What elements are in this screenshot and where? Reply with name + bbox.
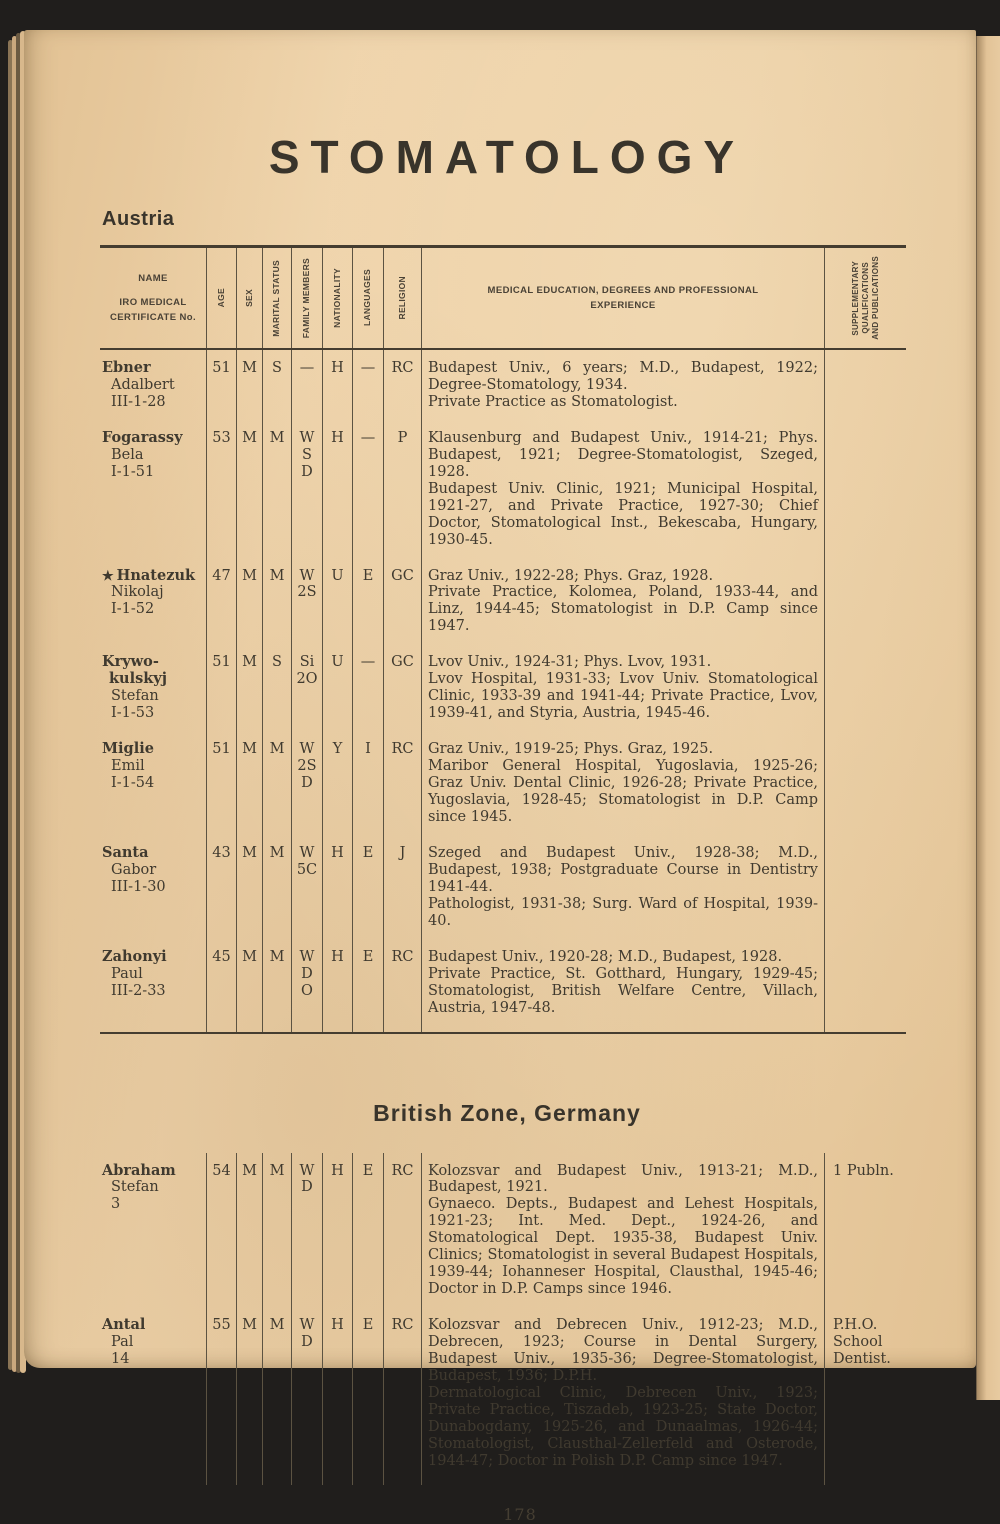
family-member-line: W [299, 567, 315, 584]
family-member-line: W [299, 429, 315, 446]
supplementary-line: School [833, 1334, 883, 1351]
entry-detail: III-2-33 [111, 982, 166, 999]
entry-name [100, 426, 206, 564]
supplementary-line: Dentist. [833, 1351, 891, 1368]
column-header-label: RELIGION [396, 276, 407, 320]
entry-family-members [291, 650, 322, 737]
entry-detail: III-1-28 [111, 393, 166, 410]
education-paragraph: Lvov Univ., 1924-31; Phys. Lvov, 1931. [428, 654, 712, 671]
entry-nationality: H [322, 1153, 352, 1314]
entry-education [421, 945, 824, 1032]
education-paragraph: Dermatological Clinic, Debrecen Univ., 1923; Private Practice, Tiszadeb, 1923-25; State Doctor, Dunabogdany, 1925-26, and Dunaalmas, 1926-44; Stomatologist, Clausthal-Zellerfeld and Osterode, 1944-47; Doctor in Polish D.P. Camp since 1947. [428, 1384, 818, 1469]
supplementary-line: 1 Publn. [833, 1162, 894, 1179]
entry-languages: I [352, 737, 383, 841]
entry-sex: M [236, 737, 262, 841]
column-header-5 [322, 248, 352, 348]
entry-surname: kulskyj [109, 670, 167, 688]
family-member-line: 2S [297, 758, 317, 775]
education-paragraph: Pathologist, 1931-38; Surg. Ward of Hospital, 1939-40. [428, 895, 818, 929]
entry-surname: Krywo- [102, 653, 159, 671]
entry-marital-status: M [262, 564, 291, 651]
entry-detail: Stefan [111, 1179, 159, 1196]
column-header-8 [421, 248, 824, 348]
entry-nationality: H [322, 841, 352, 945]
rotated-header-text [363, 248, 373, 348]
supplementary-line: P.H.O. [833, 1317, 878, 1334]
entry-marital-status: M [262, 1153, 291, 1314]
entry-religion: RC [383, 945, 421, 1032]
entry-marital-status: M [262, 945, 291, 1032]
british-zone-table [100, 1153, 906, 1485]
entry-name [100, 1313, 206, 1485]
family-member-line: D [301, 1179, 313, 1196]
education-paragraph: Budapest Univ., 1920-28; M.D., Budapest, 1928. [428, 948, 783, 965]
entry-surname: Fogarassy [102, 428, 183, 446]
section-heading-austria: Austria [102, 208, 175, 230]
column-header-label: NAME [138, 272, 168, 284]
table-row [100, 650, 906, 737]
entry-education [421, 1153, 824, 1314]
entry-name [100, 1153, 206, 1314]
entry-detail: I-1-52 [111, 601, 155, 618]
column-header-label: CERTIFICATE No. [109, 312, 197, 324]
family-member-line: W [299, 1317, 315, 1334]
star-icon: ★ [102, 568, 114, 584]
entry-religion: RC [383, 1153, 421, 1314]
entry-sex: M [236, 350, 262, 426]
education-paragraph: Klausenburg and Budapest Univ., 1914-21; Phys. Budapest, 1921; Degree-Stomatologist, Szeged, 1928. [428, 429, 818, 480]
entry-detail: I-1-51 [111, 463, 155, 480]
entry-languages: — [352, 350, 383, 426]
entry-languages: E [352, 564, 383, 651]
education-paragraph: Graz Univ., 1922-28; Phys. Graz, 1928. [428, 567, 714, 584]
rotated-header-text [302, 248, 312, 348]
entry-detail: Adalbert [111, 376, 175, 393]
family-member-line: Si [299, 654, 315, 671]
table-row [100, 841, 906, 945]
entry-supplementary [824, 737, 906, 841]
column-header-label: LANGUAGES [362, 269, 373, 327]
entry-surname: Zahonyi [102, 947, 167, 965]
table-row [100, 564, 906, 651]
entry-languages: E [352, 1153, 383, 1314]
next-page-edge [976, 36, 1000, 1400]
rotated-header-text [333, 248, 343, 348]
table-row [100, 1313, 906, 1485]
entry-languages: — [352, 650, 383, 737]
entry-education [421, 841, 824, 945]
family-member-line: D [301, 1334, 313, 1351]
table-row [100, 426, 906, 564]
entry-supplementary [824, 650, 906, 737]
table-row [100, 945, 906, 1032]
column-header-label: AGE [215, 288, 226, 308]
entry-detail: Gabor [111, 861, 157, 878]
entry-name [100, 945, 206, 1032]
entry-sex: M [236, 426, 262, 564]
page-title: STOMATOLOGY [268, 131, 746, 183]
entry-age: 43 [206, 841, 236, 945]
column-header-6 [352, 248, 383, 348]
family-member-line: 2S [297, 584, 317, 601]
entry-languages: E [352, 945, 383, 1032]
entry-family-members [291, 564, 322, 651]
family-member-line: W [299, 1162, 315, 1179]
education-paragraph: Budapest Univ., 6 years; M.D., Budapest, 1922; Degree-Stomatology, 1934. [428, 360, 818, 393]
entry-detail: 3 [111, 1196, 121, 1213]
education-paragraph: Maribor General Hospital, Yugoslavia, 1925-26; Graz Univ. Dental Clinic, 1926-28; Private Practice, Yugoslavia, 1928-45; Stomatologist in D.P. Camp since 1945. [428, 758, 818, 825]
entry-marital-status: M [262, 737, 291, 841]
column-header-0 [100, 248, 206, 348]
entry-nationality: U [322, 650, 352, 737]
entry-detail: Stefan [111, 688, 159, 705]
austria-table-body [100, 350, 906, 1034]
entry-education [421, 564, 824, 651]
entry-nationality: H [322, 350, 352, 426]
entry-marital-status: M [262, 841, 291, 945]
entry-family-members [291, 945, 322, 1032]
entry-sex: M [236, 1313, 262, 1485]
entry-supplementary [824, 350, 906, 426]
entry-surname: Abraham [102, 1161, 176, 1179]
entry-detail: III-1-30 [111, 878, 166, 895]
education-paragraph: Private Practice, St. Gotthard, Hungary, 1929-45; Stomatologist, British Welfare Centre, Villach, Austria, 1947-48. [428, 965, 818, 1016]
entry-education [421, 426, 824, 564]
entry-age: 47 [206, 564, 236, 651]
entry-surname: Ebner [102, 359, 151, 376]
entry-religion: RC [383, 737, 421, 841]
entry-sex: M [236, 1153, 262, 1314]
family-member-line: D [301, 463, 313, 480]
column-header-2 [236, 248, 262, 348]
entry-supplementary [824, 945, 906, 1032]
entry-marital-status: S [262, 350, 291, 426]
entry-education [421, 1313, 824, 1485]
family-member-line: — [299, 360, 315, 376]
entry-religion: RC [383, 1313, 421, 1485]
entry-surname: Santa [102, 843, 149, 861]
table-row [100, 1153, 906, 1314]
rotated-header-text [398, 248, 408, 348]
table-row [100, 350, 906, 426]
entry-religion: RC [383, 350, 421, 426]
entry-age: 54 [206, 1153, 236, 1314]
entry-nationality: U [322, 564, 352, 651]
education-paragraph: Gynaeco. Depts., Budapest and Lehest Hospitals, 1921-23; Int. Med. Dept., 1924-26, and Stomatological Dept. 1935-38, Budapest Univ. Clinics; Stomatologist in several Budapest Hospitals, 1939-44; Iohanneser Hospital, Clausthal, 1945-46; Doctor in D.P. Camps since 1946. [428, 1196, 818, 1298]
entry-nationality: H [322, 945, 352, 1032]
family-member-line: W [299, 948, 315, 965]
entry-supplementary [824, 426, 906, 564]
section-heading-british-zone: British Zone, Germany [373, 1099, 641, 1126]
entry-name [100, 564, 206, 651]
entry-religion: GC [383, 564, 421, 651]
entry-languages: E [352, 1313, 383, 1485]
entry-age: 53 [206, 426, 236, 564]
column-header-1 [206, 248, 236, 348]
column-header-label: MEDICAL EDUCATION, DEGREES AND PROFESSIONAL EXPERIENCE [487, 284, 759, 311]
column-header-label: AND PUBLICATIONS [871, 256, 881, 340]
entry-family-members [291, 737, 322, 841]
entry-age: 51 [206, 737, 236, 841]
entry-family-members [291, 1153, 322, 1314]
entry-languages: E [352, 841, 383, 945]
entry-nationality: H [322, 426, 352, 564]
family-member-line: O [301, 982, 313, 999]
entry-religion: P [383, 426, 421, 564]
entry-supplementary [824, 564, 906, 651]
column-header-label: SEX [243, 289, 254, 307]
entry-detail: Emil [111, 758, 145, 775]
entry-name [100, 350, 206, 426]
book-page [24, 30, 976, 1524]
education-paragraph: Graz Univ., 1919-25; Phys. Graz, 1925. [428, 741, 714, 758]
rotated-header-text [217, 248, 227, 348]
austria-table [100, 245, 906, 1034]
entry-name [100, 650, 206, 737]
entry-name [100, 841, 206, 945]
entry-surname: Antal [102, 1316, 146, 1334]
family-member-line: W [299, 741, 315, 758]
entry-sex: M [236, 945, 262, 1032]
column-header-label: IRO MEDICAL [119, 296, 187, 308]
education-paragraph: Lvov Hospital, 1931-33; Lvov Univ. Stomatological Clinic, 1933-39 and 1941-44; Private Practice, Lvov, 1939-41, and Styria, Austria, 1945-46. [428, 671, 818, 722]
entry-supplementary [824, 1153, 906, 1314]
entry-detail: Paul [111, 965, 143, 982]
education-paragraph: Budapest Univ. Clinic, 1921; Municipal Hospital, 1921-27, and Private Practice, 1927-30; Chief Doctor, Stomatological Inst., Bekescaba, Hungary, 1930-45. [428, 480, 818, 548]
entry-detail: Pal [111, 1334, 134, 1351]
entry-sex: M [236, 650, 262, 737]
family-member-line: 5C [296, 861, 318, 878]
entry-sex: M [236, 841, 262, 945]
entry-detail: I-1-54 [111, 775, 155, 792]
education-paragraph: Private Practice, Kolomea, Poland, 1933-44, and Linz, 1944-45; Stomatologist in D.P. Camp since 1947. [428, 584, 818, 635]
entry-nationality: Y [322, 737, 352, 841]
entry-education [421, 650, 824, 737]
rotated-header-text [245, 248, 255, 348]
education-paragraph: Private Practice as Stomatologist. [428, 393, 678, 410]
rotated-header-text [272, 248, 282, 348]
column-header-9 [824, 248, 906, 348]
column-header-label: SUPPLEMENTARY [850, 260, 860, 336]
entry-age: 55 [206, 1313, 236, 1485]
entry-nationality: H [322, 1313, 352, 1485]
column-header-label: NATIONALITY [331, 268, 342, 328]
entry-languages: — [352, 426, 383, 564]
table-row [100, 737, 906, 841]
family-member-line: 2O [296, 671, 318, 688]
entry-detail: Bela [111, 446, 144, 463]
education-paragraph: Szeged and Budapest Univ., 1928-38; M.D., Budapest, 1938; Postgraduate Course in Dentistry 1941-44. [428, 844, 818, 895]
family-member-line: W [299, 844, 315, 861]
rotated-header-text [851, 248, 881, 348]
entry-age: 51 [206, 650, 236, 737]
entry-detail: Nikolaj [111, 584, 164, 601]
column-header-label: MARITAL STATUS [271, 259, 282, 337]
entry-marital-status: S [262, 650, 291, 737]
entry-supplementary [824, 841, 906, 945]
british-zone-table-body [100, 1153, 906, 1485]
entry-education [421, 737, 824, 841]
entry-surname: Miglie [102, 740, 154, 758]
entry-education [421, 350, 824, 426]
column-header-7 [383, 248, 421, 348]
entry-family-members [291, 426, 322, 564]
table-header-row [100, 245, 906, 350]
column-header-4 [291, 248, 322, 348]
entry-sex: M [236, 564, 262, 651]
entry-family-members [291, 841, 322, 945]
entry-family-members [291, 350, 322, 426]
entry-religion: GC [383, 650, 421, 737]
page-number: 178 [503, 1504, 537, 1524]
entry-surname: ★ Hnatezuk [102, 566, 196, 584]
entry-detail: I-1-53 [111, 705, 155, 722]
entry-supplementary [824, 1313, 906, 1485]
entry-name [100, 737, 206, 841]
family-member-line: S [302, 446, 312, 463]
column-header-label: FAMILY MEMBERS [301, 257, 312, 339]
entry-marital-status: M [262, 1313, 291, 1485]
education-paragraph: Kolozsvar and Budapest Univ., 1913-21; M.D., Budapest, 1921. [428, 1162, 818, 1196]
entry-marital-status: M [262, 426, 291, 564]
entry-age: 51 [206, 350, 236, 426]
entry-family-members [291, 1313, 322, 1485]
column-header-label: QUALIFICATIONS [860, 262, 870, 334]
entry-age: 45 [206, 945, 236, 1032]
family-member-line: D [301, 965, 313, 982]
entry-religion: J [383, 841, 421, 945]
column-header-3 [262, 248, 291, 348]
entry-detail: 14 [111, 1351, 130, 1368]
family-member-line: D [301, 775, 313, 792]
education-paragraph: Kolozsvar and Debrecen Univ., 1912-23; M.D., Debrecen, 1923; Course in Dental Surgery, Budapest Univ., 1935-36; Degree-Stomatologist, Budapest, 1936; D.P.H. [428, 1317, 818, 1384]
